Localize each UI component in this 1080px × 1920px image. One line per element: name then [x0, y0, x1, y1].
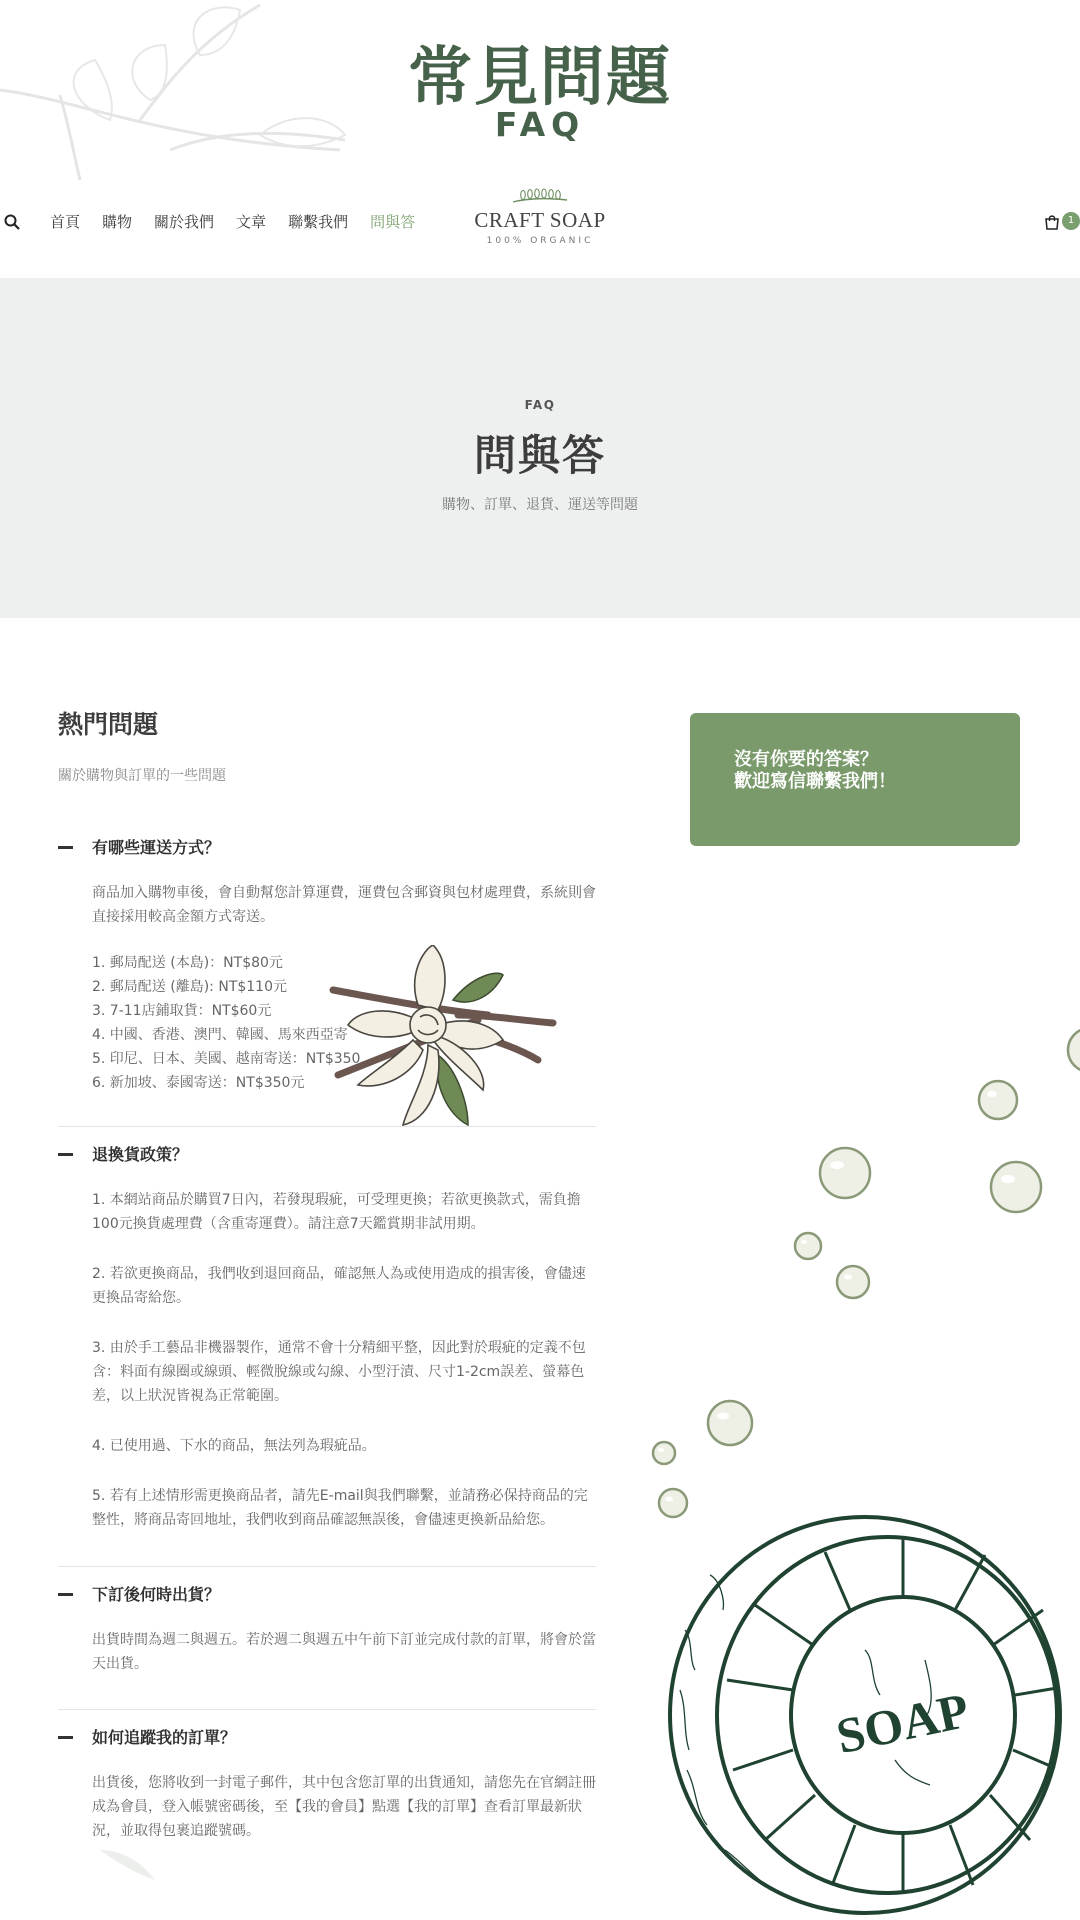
faq-answer-text: 1. 本網站商品於購買7日內，若發現瑕疵，可受理更換；若欲更換款式，需負擔100元換貨處理費（含重寄運費）。請注意7天鑑賞期非試用期。 — [92, 1192, 581, 1232]
collapse-icon[interactable] — [58, 1153, 73, 1156]
cta-line: 歡迎寫信聯繫我們！ — [734, 771, 896, 792]
nav-link-shop[interactable]: 購物 — [102, 213, 133, 231]
faq-question[interactable]: 有哪些運送方式？ — [92, 838, 221, 857]
contact-cta-box[interactable] — [690, 713, 1020, 846]
cart-icon[interactable] — [1044, 214, 1060, 230]
faq-item-dispatch — [58, 1582, 596, 1676]
hero-subtitle: 購物、訂單、退貨、運送等問題 — [442, 497, 638, 513]
list-item: 4. 中國、香港、澳門、韓國、馬來西亞寄 — [92, 1027, 348, 1043]
page-banner — [0, 0, 1080, 170]
cart-count-badge[interactable]: 1 — [1062, 212, 1080, 230]
list-item: 6. 新加坡、泰國寄送：NT$350元 — [92, 1075, 305, 1091]
faq-question[interactable]: 下訂後何時出貨？ — [92, 1585, 221, 1604]
search-icon[interactable] — [4, 214, 20, 230]
faq-answer — [92, 1188, 596, 1532]
section-subtitle: 關於購物與訂單的一些問題 — [58, 768, 226, 784]
nav-link-about[interactable]: 關於我們 — [154, 213, 215, 231]
faq-answer-text: 5. 若有上述情形需更換商品者，請先E-mail與我們聯繫，並請務必保持商品的完整性，將商品寄回地址，我們收到商品確認無誤後，會儘速更換新品給您。 — [92, 1488, 588, 1528]
faq-divider — [58, 1566, 596, 1567]
faq-answer-text: 出貨時間為週二與週五。若於週二與週五中午前下訂並完成付款的訂單，將會於當天出貨。 — [92, 1632, 596, 1672]
faq-question[interactable]: 退換貨政策？ — [92, 1145, 189, 1164]
faq-answer-text: 出貨後，您將收到一封電子郵件，其中包含您訂單的出貨通知，請您先在官網註冊成為會員，登入帳號密碼後，至【我的會員】點選【我的訂單】查看訂單最新狀況，並取得包裹追蹤號碼。 — [92, 1775, 596, 1839]
nav-link-faq[interactable]: 問與答 — [370, 213, 416, 231]
faq-answer-text: 3. 由於手工藝品非機器製作，通常不會十分精細平整，因此對於瑕疵的定義不包含：料面有線圈或線頭、輕微脫線或勾線、小型汙漬、尺寸1-2cm誤差、螢幕色差，以上狀況皆視為正常範圍。 — [92, 1340, 586, 1404]
list-item: 1. 郵局配送 (本島)：NT$80元 — [92, 955, 283, 971]
collapse-icon[interactable] — [58, 846, 73, 849]
hero-section — [0, 278, 1080, 618]
vanilla-flower-illustration — [328, 945, 558, 1130]
nav-link-articles[interactable]: 文章 — [236, 213, 267, 231]
faq-answer — [92, 1771, 596, 1843]
faq-question-toggle[interactable] — [58, 835, 596, 859]
soap-bar-illustration — [665, 1510, 1080, 1920]
site-logo[interactable] — [470, 188, 610, 246]
list-item: 3. 7-11店鋪取貨：NT$60元 — [92, 1003, 272, 1019]
collapse-icon[interactable] — [58, 1736, 73, 1739]
faq-question-toggle[interactable] — [58, 1142, 596, 1166]
faq-answer — [92, 1628, 596, 1676]
faq-question-toggle[interactable] — [58, 1582, 596, 1606]
faq-answer-text: 商品加入購物車後，會自動幫您計算運費，運費包含郵資與包材處理費，系統則會直接採用較高金額方式寄送。 — [92, 885, 596, 925]
banner-subtitle: FAQ — [494, 105, 586, 144]
logo-name: CRAFT SOAP — [474, 208, 606, 232]
section-title: 熱門問題 — [58, 710, 159, 739]
faq-answer-text: 2. 若欲更換商品，我們收到退回商品，確認無人為或使用造成的損害後，會儘速更換品寄給您。 — [92, 1266, 586, 1306]
list-item: 2. 郵局配送 (離島): NT$110元 — [92, 979, 288, 995]
logo-tagline: 100% ORGANIC — [486, 236, 594, 246]
cta-line: 沒有你要的答案？ — [734, 749, 878, 770]
bubbles-illustration — [640, 1020, 1080, 1520]
hero-title: 問與答 — [473, 431, 606, 480]
faq-item-tracking — [58, 1725, 596, 1843]
faq-divider — [58, 1709, 596, 1710]
soap-label: SOAP — [831, 1681, 974, 1765]
hero-kicker: FAQ — [524, 398, 556, 412]
banner-title: 常見問題 — [408, 41, 672, 115]
main-nav — [0, 180, 1080, 262]
list-item: 5. 印尼、日本、美國、越南寄送：NT$350 — [92, 1051, 361, 1067]
nav-link-contact[interactable]: 聯繫我們 — [288, 213, 349, 231]
faq-section-header — [58, 705, 598, 785]
faq-question[interactable]: 如何追蹤我的訂單？ — [92, 1728, 237, 1747]
cta-text[interactable] — [734, 749, 896, 793]
nav-link-home[interactable]: 首頁 — [50, 213, 81, 231]
faq-answer-text: 4. 已使用過、下水的商品，無法列為瑕疵品。 — [92, 1438, 376, 1454]
nav-links — [50, 211, 437, 232]
sprig-icon — [509, 188, 571, 208]
faq-question-toggle[interactable] — [58, 1725, 596, 1749]
collapse-icon[interactable] — [58, 1593, 73, 1596]
brush-stroke-decoration — [100, 1845, 160, 1885]
faq-item-returns — [58, 1142, 596, 1532]
